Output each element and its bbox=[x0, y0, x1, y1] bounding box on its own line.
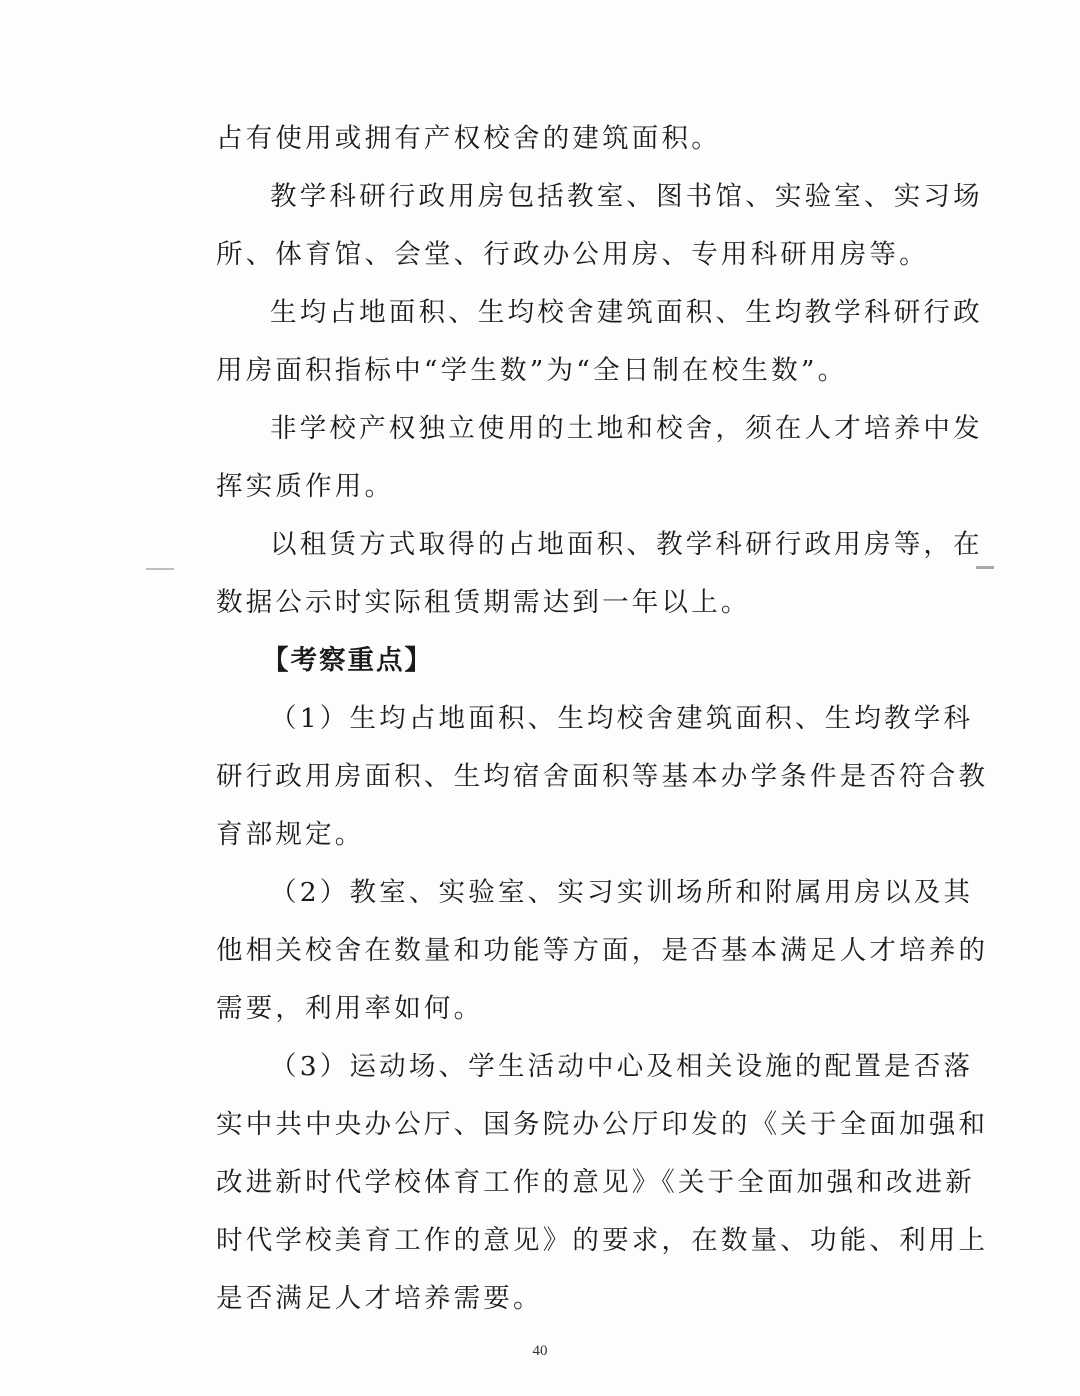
text-line: 非学校产权独立使用的土地和校舍，须在人才培养中发 bbox=[270, 413, 983, 444]
text-line: 以租赁方式取得的占地面积、教学科研行政用房等，在 bbox=[270, 529, 983, 560]
text-line: 数据公示时实际租赁期需达到一年以上。 bbox=[216, 587, 751, 618]
text-line: 挥实质作用。 bbox=[216, 471, 395, 502]
scan-edge-mark-left bbox=[146, 568, 174, 570]
scan-edge-mark-right bbox=[976, 566, 994, 569]
text-line: 实中共中央办公厅、国务院办公厅印发的《关于全面加强和 bbox=[216, 1109, 989, 1140]
text-line: 他相关校舍在数量和功能等方面，是否基本满足人才培养的 bbox=[216, 935, 989, 966]
text-line: （1）生均占地面积、生均校舍建筑面积、生均教学科 bbox=[270, 703, 974, 734]
body-text bbox=[216, 110, 989, 1328]
text-line: 生均占地面积、生均校舍建筑面积、生均教学科研行政 bbox=[270, 297, 983, 328]
text-line: 改进新时代学校体育工作的意见》《关于全面加强和改进新 bbox=[216, 1167, 975, 1198]
text-line: 所、体育馆、会堂、行政办公用房、专用科研用房等。 bbox=[216, 239, 929, 270]
text-line: 占有使用或拥有产权校舍的建筑面积。 bbox=[216, 123, 721, 154]
text-line: 需要，利用率如何。 bbox=[216, 993, 484, 1024]
text-line: （3）运动场、学生活动中心及相关设施的配置是否落 bbox=[270, 1051, 974, 1082]
text-line: 教学科研行政用房包括教室、图书馆、实验室、实习场 bbox=[270, 181, 983, 212]
text-line: 用房面积指标中“学生数”为“全日制在校生数”。 bbox=[216, 355, 848, 386]
text-line: 研行政用房面积、生均宿舍面积等基本办学条件是否符合教 bbox=[216, 761, 989, 792]
text-line: 是否满足人才培养需要。 bbox=[216, 1283, 543, 1314]
page-number: 40 bbox=[532, 1343, 548, 1359]
text-line: 育部规定。 bbox=[216, 819, 365, 850]
text-line: 时代学校美育工作的意见》的要求，在数量、功能、利用上 bbox=[216, 1225, 989, 1256]
section-heading: 【考察重点】 bbox=[262, 645, 433, 676]
text-line: （2）教室、实验室、实习实训场所和附属用房以及其 bbox=[270, 877, 974, 908]
